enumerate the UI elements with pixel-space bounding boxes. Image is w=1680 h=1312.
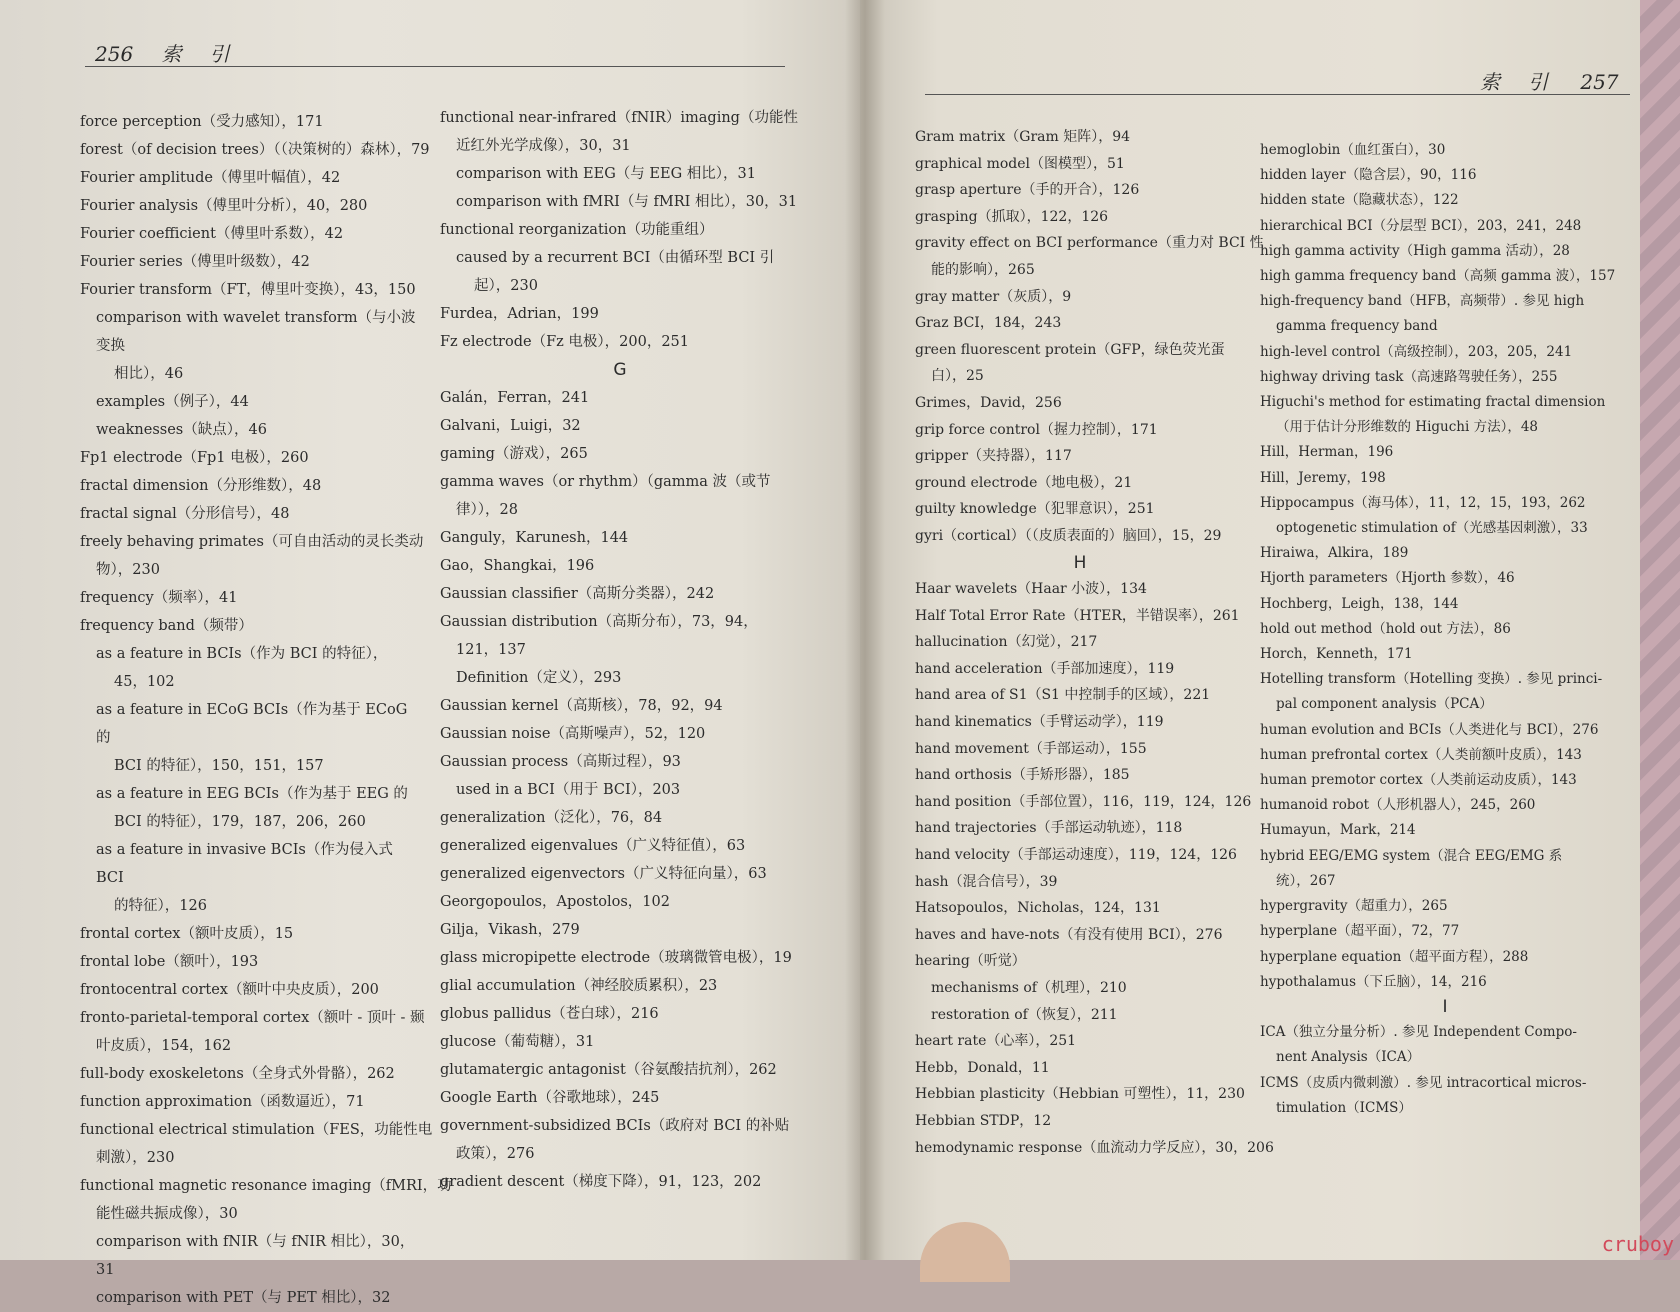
- index-entry: humanoid robot（人形机器人），245，260: [1260, 797, 1536, 814]
- index-entry: 物），230: [96, 562, 160, 578]
- index-entry: 起），230: [474, 278, 538, 294]
- watermark: cruboy: [1601, 1232, 1674, 1256]
- index-entry: hierarchical BCI（分层型 BCI），203，241，248: [1260, 217, 1582, 234]
- index-entry: functional near-infrared（fNIR）imaging（功能性: [440, 110, 798, 126]
- index-entry: human prefrontal cortex（人类前额叶皮质），143: [1260, 746, 1582, 763]
- index-entry: frontal cortex（额叶皮质），15: [80, 926, 294, 942]
- index-entry: ground electrode（地电极），21: [915, 474, 1133, 491]
- index-entry: BCI 的特征），150，151，157: [114, 758, 324, 774]
- index-entry: Gao，Shangkai，196: [440, 558, 595, 574]
- left-page-header: [95, 38, 234, 67]
- index-entry: optogenetic stimulation of（光感基因刺激），33: [1276, 520, 1588, 537]
- index-entry: Hatsopoulos，Nicholas，124，131: [915, 900, 1161, 917]
- index-entry: glucose（葡萄糖），31: [440, 1034, 595, 1050]
- index-entry: 统），267: [1276, 872, 1336, 889]
- index-entry: Haar wavelets（Haar 小波），134: [915, 581, 1147, 598]
- index-entry: hand trajectories（手部运动轨迹），118: [915, 820, 1183, 837]
- index-entry: Hippocampus（海马体），11，12，15，193，262: [1260, 494, 1586, 511]
- index-entry: hand kinematics（手臂运动学），119: [915, 714, 1164, 731]
- index-entry: hypothalamus（下丘脑），14，216: [1260, 973, 1487, 990]
- index-entry: Gaussian distribution（高斯分布），73，94，: [440, 614, 758, 630]
- index-entry: glutamatergic antagonist（谷氨酸拮抗剂），262: [440, 1062, 777, 1078]
- index-entry: 白），25: [931, 368, 984, 385]
- index-entry: Gaussian kernel（高斯核），78，92，94: [440, 698, 723, 714]
- index-entry: hybrid EEG/EMG system（混合 EEG/EMG 系: [1260, 847, 1563, 864]
- index-entry: Gaussian process（高斯过程），93: [440, 754, 681, 770]
- index-entry: Fourier amplitude（傅里叶幅值），42: [80, 170, 341, 186]
- index-entry: Fp1 electrode（Fp1 电极），260: [80, 450, 309, 466]
- index-entry: hand velocity（手部运动速度），119，124，126: [915, 847, 1237, 864]
- index-entry: generalized eigenvalues（广义特征值），63: [440, 838, 746, 854]
- index-entry: Gilja，Vikash，279: [440, 922, 580, 938]
- index-entry: hash（混合信号），39: [915, 873, 1058, 890]
- index-entry: Hochberg，Leigh，138，144: [1260, 595, 1459, 612]
- index-entry: Hebbian STDP，12: [915, 1112, 1052, 1129]
- index-entry: hearing（听觉）: [915, 953, 1026, 970]
- right-page-header: [1480, 66, 1619, 95]
- index-entry: hyperplane equation（超平面方程），288: [1260, 948, 1529, 965]
- index-entry: high-frequency band（HFB，高频带）. 参见 high: [1260, 293, 1585, 310]
- index-entry: hand movement（手部运动），155: [915, 740, 1147, 757]
- index-entry: ICA（独立分量分析）. 参见 Independent Compo-: [1260, 1024, 1577, 1041]
- index-entry: frontocentral cortex（额叶中央皮质），200: [80, 982, 379, 998]
- index-column-right-b: [1260, 138, 1630, 1121]
- index-entry: glass micropipette electrode（玻璃微管电极），19: [440, 950, 792, 966]
- index-entry: comparison with PET（与 PET 相比），32: [96, 1290, 391, 1306]
- index-entry: full-body exoskeletons（全身式外骨骼），262: [80, 1066, 395, 1082]
- index-entry: Hill，Herman，196: [1260, 444, 1394, 461]
- index-entry: graphical model（图模型），51: [915, 155, 1125, 172]
- index-entry: human premotor cortex（人类前运动皮质），143: [1260, 772, 1577, 789]
- index-entry: globus pallidus（苍白球），216: [440, 1006, 659, 1022]
- index-entry: high gamma frequency band（高频 gamma 波），157: [1260, 268, 1616, 285]
- index-entry: grip force control（握力控制），171: [915, 421, 1158, 438]
- index-entry: gray matter（灰质），9: [915, 288, 1072, 305]
- index-entry: gamma frequency band: [1276, 318, 1438, 335]
- index-entry: used in a BCI（用于 BCI），203: [456, 782, 681, 798]
- index-entry: mechanisms of（机理），210: [931, 980, 1127, 996]
- index-entry: forest（of decision trees）（（决策树的）森林），79: [80, 142, 430, 158]
- index-entry: comparison with EEG（与 EEG 相比），31: [456, 166, 756, 182]
- index-column-left-b: [440, 104, 800, 1196]
- index-entry: Gaussian noise（高斯噪声），52，120: [440, 726, 706, 742]
- index-entry: comparison with wavelet transform（与小波变换: [96, 310, 416, 354]
- index-entry: grasping（抓取），122，126: [915, 208, 1109, 225]
- right-header-rule: [925, 94, 1630, 95]
- index-entry: high-level control（高级控制），203，205，241: [1260, 343, 1573, 360]
- index-entry: weaknesses（缺点），46: [96, 422, 267, 438]
- index-entry: Furdea，Adrian，199: [440, 306, 599, 322]
- index-entry: fronto-parietal-temporal cortex（额叶 - 顶叶 - 颞: [80, 1010, 425, 1026]
- index-entry: hand orthosis（手矫形器），185: [915, 767, 1130, 784]
- index-entry: 相比），46: [114, 366, 184, 382]
- section-letter: G: [613, 360, 627, 380]
- index-entry: Google Earth（谷歌地球），245: [440, 1090, 660, 1106]
- index-entry: human evolution and BCIs（人类进化与 BCI），276: [1260, 721, 1599, 738]
- index-entry: grasp aperture（手的开合），126: [915, 182, 1140, 199]
- index-entry: Fourier coefficient（傅里叶系数），42: [80, 226, 344, 242]
- index-entry: Hill，Jeremy，198: [1260, 469, 1386, 486]
- index-entry: 45，102: [114, 674, 175, 690]
- index-entry: Georgopoulos，Apostolos，102: [440, 894, 670, 910]
- index-entry: as a feature in EEG BCIs（作为基于 EEG 的: [96, 786, 408, 802]
- left-page-number: 256: [95, 42, 134, 66]
- index-entry: high gamma activity（High gamma 活动），28: [1260, 242, 1570, 259]
- index-entry: hyperplane（超平面），72，77: [1260, 923, 1460, 940]
- index-entry: 叶皮质），154，162: [96, 1038, 232, 1054]
- index-entry: hand area of S1（S1 中控制手的区域），221: [915, 687, 1211, 704]
- index-entry: Horch，Kenneth，171: [1260, 646, 1413, 663]
- index-entry: fractal dimension（分形维数），48: [80, 478, 322, 494]
- index-entry: Gram matrix（Gram 矩阵），94: [915, 129, 1131, 145]
- section-letter: H: [1073, 552, 1087, 573]
- index-entry: Fourier analysis（傅里叶分析），40，280: [80, 198, 368, 214]
- index-entry: Fourier series（傅里叶级数），42: [80, 254, 310, 270]
- index-entry: comparison with fMRI（与 fMRI 相比），30，31: [456, 194, 798, 210]
- book-gutter: [845, 0, 885, 1260]
- index-entry: 近红外光学成像），30，31: [456, 138, 631, 154]
- index-entry: Grimes，David，256: [915, 394, 1062, 411]
- index-entry: nent Analysis（ICA）: [1276, 1049, 1421, 1066]
- index-entry: hemoglobin（血红蛋白），30: [1260, 142, 1446, 158]
- index-entry: force perception（受力感知），171: [80, 114, 324, 130]
- index-entry: hand acceleration（手部加速度），119: [915, 660, 1175, 677]
- index-entry: as a feature in BCIs（作为 BCI 的特征），: [96, 646, 388, 662]
- index-entry: examples（例子），44: [96, 394, 249, 410]
- index-entry: function approximation（函数逼近），71: [80, 1094, 365, 1110]
- left-header-rule: [85, 66, 785, 67]
- index-entry: frequency band（频带）: [80, 618, 253, 634]
- index-entry: Hiraiwa，Alkira，189: [1260, 545, 1409, 562]
- index-entry: Hebbian plasticity（Hebbian 可塑性），11，230: [915, 1086, 1245, 1103]
- index-entry: as a feature in invasive BCIs（作为侵入式 BCI: [96, 842, 393, 886]
- index-entry: caused by a recurrent BCI（由循环型 BCI 引: [456, 250, 775, 266]
- index-entry: gaming（游戏），265: [440, 446, 588, 462]
- index-entry: hidden state（隐藏状态），122: [1260, 192, 1459, 209]
- index-entry: 刺激），230: [96, 1150, 175, 1166]
- index-entry: 121，137: [456, 642, 526, 658]
- index-entry: glial accumulation（神经胶质累积），23: [440, 978, 718, 994]
- index-entry: heart rate（心率），251: [915, 1033, 1077, 1050]
- index-entry: guilty knowledge（犯罪意识），251: [915, 501, 1155, 518]
- index-entry: Higuchi's method for estimating fractal dimension: [1260, 394, 1606, 411]
- index-entry: Definition（定义），293: [456, 670, 622, 686]
- index-entry: Galán，Ferran，241: [440, 390, 590, 406]
- index-entry: gripper（夹持器），117: [915, 448, 1072, 465]
- index-entry: government-subsidized BCIs（政府对 BCI 的补贴: [440, 1118, 790, 1134]
- index-entry: Fz electrode（Fz 电极），200，251: [440, 334, 689, 350]
- index-entry: 能性磁共振成像），30: [96, 1206, 238, 1222]
- index-entry: 律）），28: [456, 502, 518, 518]
- index-entry: frequency（频率），41: [80, 590, 238, 606]
- index-entry: hypergravity（超重力），265: [1260, 898, 1448, 915]
- index-entry: freely behaving primates（可自由活动的灵长类动: [80, 534, 424, 550]
- index-entry: hallucination（幻觉），217: [915, 634, 1098, 651]
- index-entry: Galvani，Luigi，32: [440, 418, 581, 434]
- index-entry: 政策），276: [456, 1146, 535, 1162]
- index-entry: Graz BCI，184，243: [915, 315, 1062, 332]
- index-entry: Hjorth parameters（Hjorth 参数），46: [1260, 570, 1515, 587]
- index-entry: Humayun，Mark，214: [1260, 822, 1416, 839]
- index-entry: timulation（ICMS）: [1276, 1099, 1412, 1116]
- index-entry: hand position（手部位置），116，119，124，126: [915, 793, 1252, 810]
- index-entry: ICMS（皮质内微刺激）. 参见 intracortical micros-: [1260, 1074, 1587, 1091]
- index-entry: pal component analysis（PCA）: [1276, 696, 1493, 713]
- index-entry: highway driving task（高速路驾驶任务），255: [1260, 368, 1558, 385]
- index-entry: fractal signal（分形信号），48: [80, 506, 290, 522]
- index-entry: gradient descent（梯度下降），91，123，202: [440, 1174, 762, 1190]
- index-entry: Hebb，Donald，11: [915, 1059, 1050, 1076]
- index-entry: Half Total Error Rate（HTER，半错误率），261: [915, 607, 1240, 624]
- index-entry: 的特征），126: [114, 898, 207, 914]
- index-entry: gyri（cortical）（（皮质表面的）脑回），15，29: [915, 527, 1222, 544]
- index-entry: generalization（泛化），76，84: [440, 810, 663, 826]
- index-entry: hemodynamic response（血流动力学反应），30，206: [915, 1139, 1274, 1156]
- index-entry: as a feature in ECoG BCIs（作为基于 ECoG 的: [96, 702, 408, 746]
- index-column-left-a: [80, 108, 452, 1312]
- index-entry: （用于估计分形维数的 Higuchi 方法），48: [1276, 419, 1539, 436]
- right-header-title: 索 引: [1480, 70, 1552, 94]
- index-entry: BCI 的特征），179，187，206，260: [114, 814, 366, 830]
- index-entry: Fourier transform（FT，傅里叶变换），43，150: [80, 282, 416, 298]
- index-entry: hold out method（hold out 方法），86: [1260, 620, 1511, 637]
- index-entry: frontal lobe（额叶），193: [80, 954, 259, 970]
- index-entry: functional magnetic resonance imaging（fMRI，功: [80, 1178, 452, 1194]
- index-entry: restoration of（恢复），211: [931, 1006, 1118, 1023]
- right-page-number: 257: [1580, 70, 1619, 94]
- index-entry: 能的影响），265: [931, 261, 1035, 278]
- index-entry: Gaussian classifier（高斯分类器），242: [440, 586, 715, 602]
- index-entry: Hotelling transform（Hotelling 变换）. 参见 princi-: [1260, 671, 1603, 688]
- index-entry: Ganguly，Karunesh，144: [440, 530, 629, 546]
- background-fabric: [1640, 0, 1680, 1260]
- index-entry: gravity effect on BCI performance（重力对 BCI 性: [915, 235, 1264, 252]
- index-entry: hidden layer（隐含层），90，116: [1260, 167, 1477, 184]
- left-header-title: 索 引: [161, 42, 234, 66]
- index-column-right-a: [915, 124, 1274, 1161]
- index-entry: haves and have-nots（有没有使用 BCI），276: [915, 926, 1223, 943]
- section-letter: I: [1442, 996, 1448, 1017]
- index-entry: gamma waves（or rhythm）（gamma 波（或节: [440, 474, 771, 490]
- index-entry: green fluorescent protein（GFP，绿色荧光蛋: [915, 341, 1225, 358]
- index-entry: functional electrical stimulation（FES，功能性电: [80, 1122, 433, 1138]
- index-entry: generalized eigenvectors（广义特征向量），63: [440, 866, 767, 882]
- index-entry: comparison with fNIR（与 fNIR 相比），30，31: [96, 1234, 415, 1278]
- index-entry: functional reorganization（功能重组）: [440, 222, 714, 238]
